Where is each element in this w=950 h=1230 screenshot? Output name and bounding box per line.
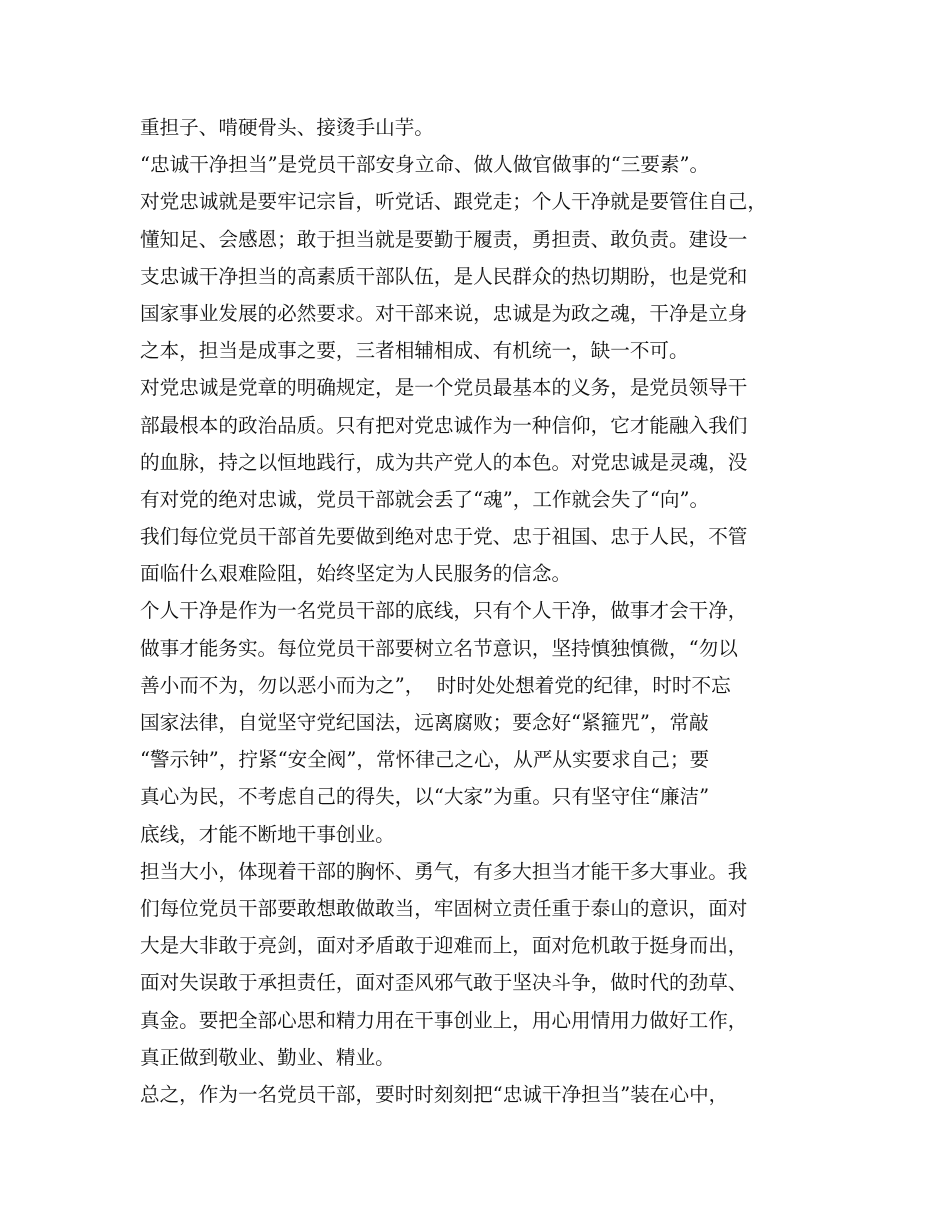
document-body <box>140 109 820 1113</box>
text-line: 重担子、啃硬骨头、接烫手山芋。 <box>140 116 434 139</box>
text-line: 大是大非敢于亮剑，面对矛盾敢于迎难而上，面对危机敢于挺身而出， <box>140 934 748 958</box>
text-line: 部最根本的政治品质。只有把对党忠诚作为一种信仰，它才能融入我们 <box>140 413 748 437</box>
text-line: 底线，才能不断地干事创业。 <box>140 822 395 846</box>
text-line: 有对党的绝对忠诚，党员干部就会丢了“魂”，工作就会失了“向”。 <box>140 487 710 511</box>
text-line: 我们每位党员干部首先要做到绝对忠于党、忠于祖国、忠于人民，不管 <box>140 525 748 549</box>
text-line: 真正做到敬业、勤业、精业。 <box>140 1045 395 1069</box>
text-line: 懂知足、会感恩；敢于担当就是要勤于履责，勇担责、敢负责。建设一 <box>140 227 748 251</box>
text-line: 做事才能务实。每位党员干部要树立名节意识，坚持慎独慎微，“勿以 <box>140 636 738 660</box>
text-line: 国家法律，自觉坚守党纪国法，远离腐败；要念好“紧箍咒”，常敲 <box>140 711 709 734</box>
text-line: 个人干净是作为一名党员干部的底线，只有个人干净，做事才会干净， <box>140 599 748 623</box>
text-line: 面对失误敢于承担责任，面对歪风邪气敢于坚决斗争，做时代的劲草、 <box>140 971 748 995</box>
text-line: 的血脉，持之以恒地践行，成为共产党人的本色。对党忠诚是灵魂，没 <box>140 450 748 474</box>
text-line: 真金。要把全部心思和精力用在干事创业上，用心用情用力做好工作， <box>140 1008 748 1032</box>
text-line: 总之，作为一名党员干部，要时时刻刻把“忠诚干净担当”装在心中， <box>140 1082 729 1106</box>
text-line: 之本，担当是成事之要，三者相辅相成、有机统一，缺一不可。 <box>140 339 689 363</box>
text-line: 们每位党员干部要敢想敢做敢当，牢固树立责任重于泰山的意识，面对 <box>140 896 748 920</box>
text-line: 真心为民，不考虑自己的得失，以“大家”为重。只有坚守住“廉洁” <box>140 785 710 809</box>
text-line: 担当大小，体现着干部的胸怀、勇气，有多大担当才能干多大事业。我 <box>140 859 748 883</box>
text-line: “警示钟”，拧紧“安全阀”，常怀律己之心，从严从实要求自己；要 <box>140 748 710 772</box>
text-line: 面临什么艰难险阻，始终坚定为人民服务的信念。 <box>140 562 572 586</box>
text-line: “忠诚干净担当”是党员干部安身立命、做人做官做事的“三要素”。 <box>140 153 710 177</box>
text-line: 国家事业发展的必然要求。对干部来说，忠诚是为政之魂，干净是立身 <box>140 301 748 325</box>
text-line: 对党忠诚是党章的明确规定，是一个党员最基本的义务，是党员领导干 <box>140 376 748 400</box>
text-line: 对党忠诚就是要牢记宗旨，听党话、跟党走；个人干净就是要管住自己， <box>140 190 767 214</box>
text-line: 支忠诚干净担当的高素质干部队伍，是人民群众的热切期盼，也是党和 <box>140 264 748 288</box>
text-line: 善小而不为，勿以恶小而为之”， 时时处处想着党的纪律，时时不忘 <box>140 673 731 697</box>
